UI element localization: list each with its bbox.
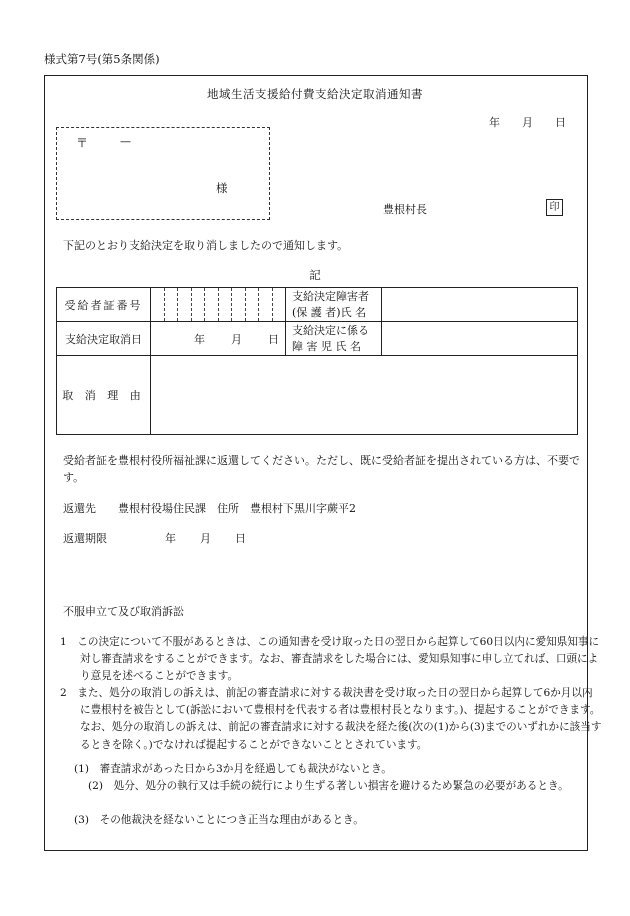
month-label: 月 — [522, 116, 533, 129]
child-name-label-line2: 障 害 児 氏 名 — [292, 339, 361, 353]
cert-number-label: 受給者証番号 — [57, 288, 151, 322]
recipient-name-label — [286, 288, 382, 322]
cancel-date-label: 支給決定取消日 — [57, 322, 151, 356]
reason-value — [151, 356, 578, 435]
deadline-day: 日 — [235, 532, 246, 545]
postal-dash: — — [120, 135, 131, 148]
issue-date — [489, 114, 566, 130]
cancel-day: 日 — [268, 332, 279, 346]
appeal-paragraph-2: 2 また、処分の取消しの訴えは、前記の審査請求に対する裁決書を受け取った日の翌日から起算して6か月以内に豊根村を被告として(訴訟において豊根村を代表する者は豊根村長となります。)、提起することができます。なお、処分の取消しの訴えは、前記の審査請求に対する裁決を経た後(次の(1)から(3)までのいずれかに該当するときを除く。)でなければ提起することができないこととされています。 — [60, 687, 602, 751]
day-label: 日 — [555, 116, 566, 129]
document-title: 地域生活支援給付費支給決定取消通知書 — [207, 87, 423, 101]
honorific-sama: 様 — [216, 181, 228, 195]
recipient-name-label-line1: 支給決定障害者 — [292, 289, 369, 303]
sub-item-1: (1) 審査請求があった日から3か月を経過しても裁決がないとき。 — [74, 763, 392, 775]
year-label: 年 — [489, 116, 500, 129]
appeal-paragraph-1: 1 この決定について不服があるときは、この通知書を受け取った日の翌日から起算して60日以内に愛知県知事に対し審査請求をすることができます。なお、審査請求をした場合には、愛知県知事に申し立てれば、口頭により意見を述べることができます。 — [60, 636, 600, 683]
return-deadline-label: 返還期限 — [63, 532, 107, 545]
ki-heading: 記 — [309, 268, 321, 282]
child-name-label — [286, 322, 382, 356]
recipient-name-label-line2: (保 護 者)氏 名 — [292, 305, 367, 319]
child-name-value — [382, 322, 578, 356]
info-table — [56, 287, 578, 435]
return-destination: 返還先 豊根村役場住民課 住所 豊根村下黒川字蕨平2 — [63, 502, 356, 515]
form-number-label: 様式第7号(第5条関係) — [44, 52, 160, 66]
address-box — [56, 127, 270, 220]
reason-label: 取 消 理 由 — [57, 356, 151, 435]
deadline-month: 月 — [200, 532, 211, 545]
return-deadline — [63, 530, 246, 546]
cancel-month: 月 — [231, 332, 242, 346]
appeal-heading: 不服申立て及び取消訴訟 — [63, 605, 184, 618]
postal-mark: 〒 — [76, 136, 89, 150]
sub-item-2: (2) 処分、処分の執行又は手続の続行により生ずる著しい損害を避けるため緊急の必要があるとき。 — [88, 780, 569, 792]
sub-item-3: (3) その他裁決を経ないことにつき正当な理由があるとき。 — [74, 814, 364, 826]
cert-number-cells — [151, 288, 286, 322]
return-notice: 受給者証を豊根村役所福祉課に返還してください。ただし、既に受給者証を提出されている方は、不要です。 — [63, 454, 580, 484]
child-name-label-line1: 支給決定に係る — [292, 323, 369, 337]
cancel-year: 年 — [194, 332, 205, 346]
deadline-year: 年 — [165, 532, 176, 545]
intro-text: 下記のとおり支給決定を取り消しましたので通知します。 — [63, 239, 349, 252]
seal-mark: 印 — [546, 199, 563, 216]
cancel-date-value — [151, 322, 286, 356]
recipient-name-value — [382, 288, 578, 322]
mayor-name: 豊根村長 — [383, 203, 427, 216]
